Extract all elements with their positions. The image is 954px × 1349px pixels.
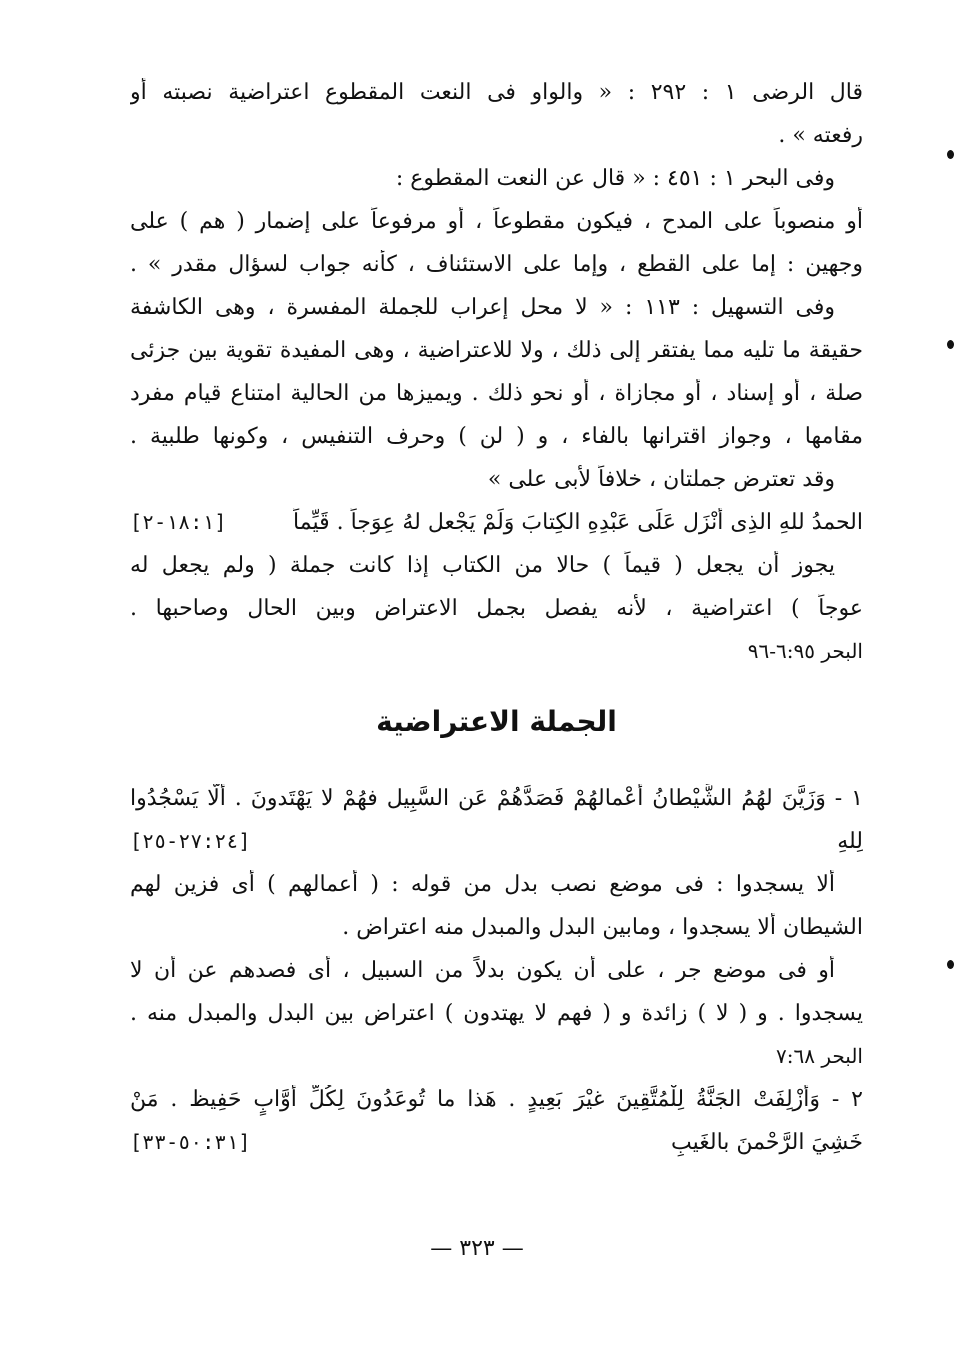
source-citation: البحر ٧:٦٨ — [776, 1044, 863, 1068]
text-line: وفى البحر ١ : ٤٥١ : « قال عن النعت المقطوع : — [395, 166, 835, 191]
verse-line — [130, 827, 863, 870]
margin-mark-icon — [947, 150, 954, 159]
section-heading: الجملة الاعتراضية — [376, 705, 617, 738]
text-line: الشيطان ألا يسجدوا ، ومابين البدل والمبدل منه اعتراض . — [342, 915, 863, 940]
margin-mark-icon — [947, 340, 954, 349]
verse-reference: [٢٧:٢٤-٢٥] — [130, 829, 251, 853]
text-line: صلة ، أو إسناد ، أو مجازاة ، أو نحو ذلك . ويميزها من الحالية امتناع قيام مفرد — [130, 381, 863, 406]
verse-text: الحمدُ للهِ الذِى أَنْزَل عَلَى عَبْدِهِ الكِتابَ وَلَمْ يَجْعل لهُ عِوَجاً . قَيِّماً — [293, 510, 863, 535]
text-line: وفى التسهيل : ١١٣ : « لا محل إعراب للجملة المفسرة ، وهى الكاشفة — [130, 295, 836, 320]
verse-reference: [١٨:١-٢] — [130, 510, 227, 534]
text-line: أو فى موضع جر ، على أن يكون بدلاً من السبيل ، أى فصدهم عن أن لا — [130, 958, 835, 983]
source-citation: البحر ٦:٩٥-٩٦ — [747, 639, 863, 663]
text-line: رفعته » . — [778, 123, 863, 148]
text-line: مقامها ، وجواز اقترانها بالفاء ، و ( لن ) وحرف التنفيس ، وكونها طلبية . — [130, 424, 863, 449]
verse-text: لِلهِ — [837, 829, 863, 854]
page-body — [130, 78, 863, 1171]
verse-line: ٢ - وَأُزْلِفَتْ الجَنَّةُ لِلْمُتَّقِينَ غيْرَ بَعِيدٍ . هَذا ما تُوعَدُونَ لِكُلِّ أَوَّابٍ حَفِيظ . مَنْ — [130, 1087, 863, 1112]
text-line: قال الرضى ١ : ٢٩٢ : « والواو فى النعت المقطوع اعتراضية نصبته أو — [130, 80, 863, 105]
text-line: أو منصوباً على المدح ، فيكون مقطوعاً ، أو مرفوعاً على إضمار ( هم ) على — [130, 209, 863, 234]
text-line: عوجاً ) اعتراضية ، لأنه يفصل بجمل الاعتراض وبين الحال وصاحبها . — [130, 596, 863, 621]
text-line: وجهين : إما على القطع ، وإما على الاستئناف ، كأنه جواب لسؤال مقدر » . — [130, 252, 863, 277]
text-line: حقيقة ما تليه مما يفتقر إلى ذلك ، ولا للاعتراضية ، وهى المفيدة تقوية بين جزئى — [130, 338, 863, 363]
page-number: — ٣٢٣ — — [430, 1236, 524, 1261]
verse-line — [130, 508, 863, 551]
verse-line — [130, 1128, 863, 1171]
margin-mark-icon — [947, 960, 954, 969]
text-line: وقد تعترض جملتان ، خلافاً لأبى على » — [487, 467, 835, 492]
verse-text: خَشِيَ الرَّحْمنَ بالغَيبِ — [671, 1130, 863, 1155]
text-line: ألا يسجدوا : فى موضع نصب بدل من قوله : ( أعمالهم ) أى فزين لهم — [130, 872, 835, 897]
text-line: يسجدوا . و ( لا ) زائدة و ( فهم لا يهتدون ) اعتراض بين البدل والمبدل منه . — [130, 1001, 863, 1026]
text-line: يجوز أن يجعل ( قيماً ) حالا من الكتاب إذا كانت جملة ( ولم يجعل له — [130, 553, 835, 578]
verse-line: ١ - وَزَيَّنَ لهُمُ الشَّيْطانُ أَعْمالهُمْ فَصَدَّهُمْ عَن السَّبِيل فهُمْ لا يَهْتَدونَ . أَلَّا يَسْجُدُوا — [130, 786, 863, 811]
verse-reference: [٥٠:٣١-٣٣] — [130, 1130, 251, 1154]
